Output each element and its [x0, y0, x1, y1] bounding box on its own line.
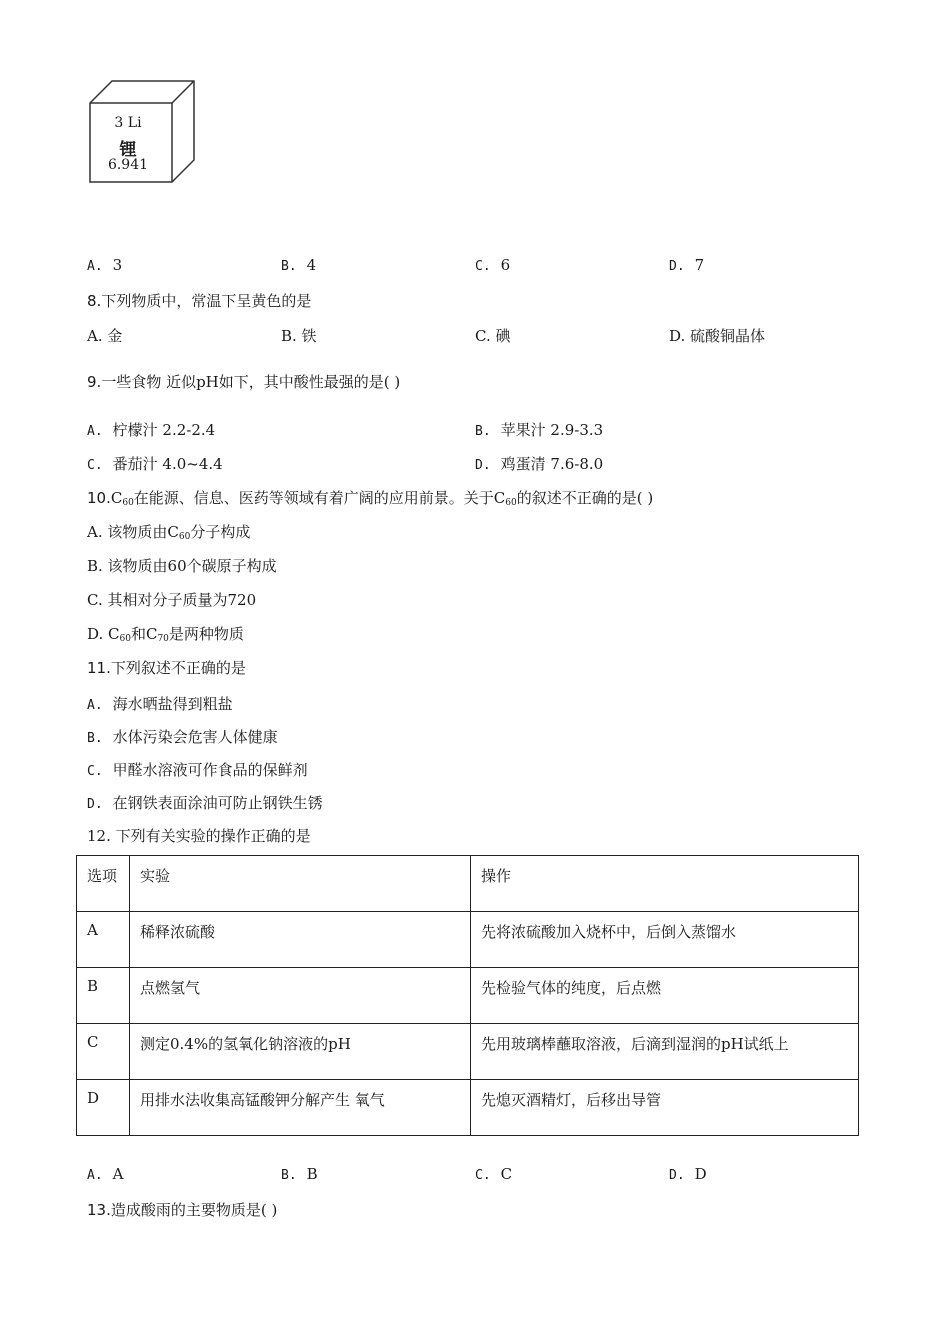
element-name: 锂 — [119, 140, 137, 160]
row-option: D — [77, 1080, 130, 1136]
q9-options-row1 — [87, 419, 867, 441]
row-experiment: 点燃氢气 — [130, 968, 471, 1024]
row-option: A — [77, 912, 130, 968]
row-experiment: 用排水法收集高锰酸钾分解产生 氧气 — [130, 1080, 471, 1136]
q12-option-c[interactable]: C. C — [475, 1165, 513, 1183]
q9-option-c[interactable]: C. 番茄汁 4.0~4.4 — [87, 455, 223, 473]
q12-option-b[interactable]: B. B — [281, 1165, 318, 1183]
q9-options-row2 — [87, 453, 867, 475]
row-operation: 先将浓硫酸加入烧杯中，后倒入蒸馏水 — [471, 912, 859, 968]
row-experiment: 稀释浓硫酸 — [130, 912, 471, 968]
header-option: 选项 — [77, 856, 130, 912]
row-option: C — [77, 1024, 130, 1080]
q8-option-d[interactable]: D. 硫酸铜晶体 — [669, 327, 766, 345]
row-operation: 先用玻璃棒蘸取溶液，后滴到湿润的pH试纸上 — [471, 1024, 859, 1080]
q9-stem: 9.一些食物 近似pH如下，其中酸性最强的是( ) — [87, 373, 401, 391]
q7-option-c[interactable]: C. 6 — [475, 256, 511, 274]
q9-option-d[interactable]: D. 鸡蛋清 7.6-8.0 — [475, 455, 604, 473]
q11-option-d[interactable]: D. 在钢铁表面涂油可防止钢铁生锈 — [87, 794, 323, 812]
element-mass: 6.941 — [107, 157, 149, 173]
q7-options — [87, 256, 867, 278]
q10-stem: $10.C_{60}$在能源、信息、医药等领域有着广阔的应用前景。关于$C_{60}$的叙述不正确的是( ) — [87, 489, 654, 508]
q11-option-c[interactable]: C. 甲醛水溶液可作食品的保鲜剂 — [87, 761, 308, 779]
q12-option-d[interactable]: D. D — [669, 1165, 707, 1183]
row-operation: 先熄灭酒精灯，后移出导管 — [471, 1080, 859, 1136]
q12-stem: 12. 下列有关实验的操作正确的是 — [87, 827, 311, 845]
q9-option-a[interactable]: A. 柠檬汁 2.2-2.4 — [87, 421, 216, 439]
table-header-row — [77, 856, 859, 912]
q11-option-b[interactable]: B. 水体污染会危害人体健康 — [87, 728, 278, 746]
q12-options — [87, 1165, 867, 1187]
q12-option-a[interactable]: A. A — [87, 1165, 124, 1183]
header-experiment: 实验 — [130, 856, 471, 912]
row-option: B — [77, 968, 130, 1024]
q8-option-a[interactable]: A. 金 — [87, 327, 123, 345]
q7-option-d[interactable]: D. 7 — [669, 256, 705, 274]
q10-option-b[interactable]: B. 该物质由60个碳原子构成 — [87, 557, 277, 575]
q13-stem: 13.造成酸雨的主要物质是( ) — [87, 1201, 278, 1219]
q11-stem: 11.下列叙述不正确的是 — [87, 659, 246, 677]
q9-option-b[interactable]: B. 苹果汁 2.9-3.3 — [475, 421, 604, 439]
table-row — [77, 1024, 859, 1080]
q12-experiment-table — [76, 855, 859, 1136]
q8-option-c[interactable]: C. 碘 — [475, 327, 511, 345]
q8-stem: 8.下列物质中，常温下呈黄色的是 — [87, 292, 312, 310]
q10-option-a[interactable]: A. 该物质由$C_{60}$分子构成 — [87, 523, 251, 542]
q10-option-c[interactable]: C. 其相对分子质量为720 — [87, 591, 257, 609]
row-experiment: 测定0.4%的氢氧化钠溶液的pH — [130, 1024, 471, 1080]
table-row — [77, 1080, 859, 1136]
table-row — [77, 968, 859, 1024]
element-number-symbol: 3 Li — [114, 115, 142, 131]
q11-option-a[interactable]: A. 海水晒盐得到粗盐 — [87, 695, 233, 713]
q8-options — [87, 325, 867, 347]
row-operation: 先检验气体的纯度，后点燃 — [471, 968, 859, 1024]
q8-option-b[interactable]: B. 铁 — [281, 327, 317, 345]
q10-option-d[interactable]: D. $C_{60}$和$C_{70}$是两种物质 — [87, 625, 244, 644]
header-operation: 操作 — [471, 856, 859, 912]
q7-option-a[interactable]: A. 3 — [87, 256, 123, 274]
q7-option-b[interactable]: B. 4 — [281, 256, 317, 274]
table-row — [77, 912, 859, 968]
